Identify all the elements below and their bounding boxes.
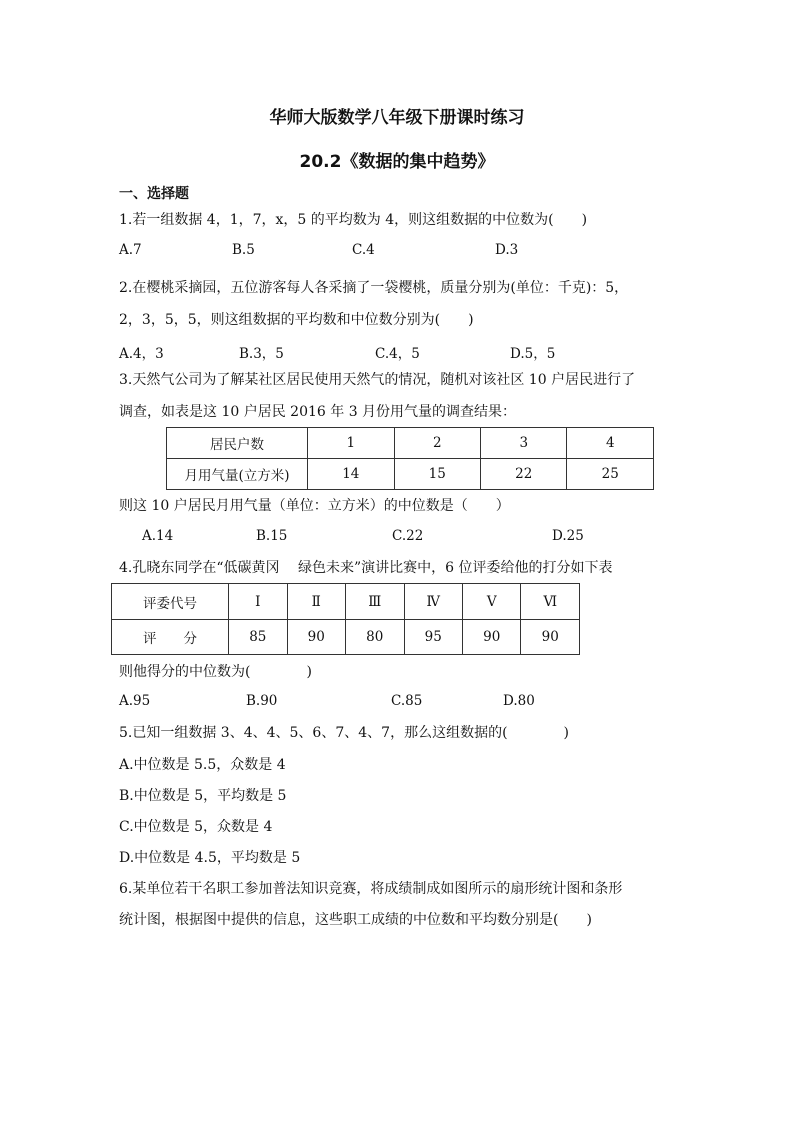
table-cell: 90 bbox=[462, 620, 520, 655]
table-row bbox=[167, 428, 654, 459]
q4-option-b: B.90 bbox=[246, 693, 278, 709]
q5-option-d: D.中位数是 4.5，平均数是 5 bbox=[119, 850, 301, 866]
table-cell: Ⅰ bbox=[229, 584, 287, 620]
q4-option-a: A.95 bbox=[119, 693, 151, 709]
q3-option-b: B.15 bbox=[256, 528, 288, 544]
table-cell: 90 bbox=[287, 620, 345, 655]
gas-usage-table bbox=[166, 427, 654, 490]
q5-option-a: A.中位数是 5.5，众数是 4 bbox=[119, 757, 286, 773]
table-cell: 2 bbox=[394, 428, 480, 459]
q3-option-d: D.25 bbox=[552, 528, 584, 544]
table-cell: 90 bbox=[521, 620, 580, 655]
table-row bbox=[112, 584, 580, 620]
table-cell: 25 bbox=[567, 459, 654, 490]
table-cell: Ⅵ bbox=[521, 584, 580, 620]
question-2-stem-line1: 2.在樱桃采摘园，五位游客每人各采摘了一袋樱桃，质量分别为(单位：千克)：5， bbox=[119, 280, 629, 296]
q4-option-d: D.80 bbox=[503, 693, 535, 709]
table-cell: Ⅳ bbox=[404, 584, 462, 620]
q1-option-b: B.5 bbox=[232, 242, 255, 258]
q4-option-c: C.85 bbox=[391, 693, 423, 709]
q2-option-a: A.4，3 bbox=[119, 346, 164, 362]
section-heading: 一、选择题 bbox=[119, 186, 189, 202]
q3-option-c: C.22 bbox=[392, 528, 424, 544]
table-cell: 95 bbox=[404, 620, 462, 655]
question-3-stem-line2: 调查，如表是这 10 户居民 2016 年 3 月份用气量的调查结果： bbox=[119, 404, 517, 420]
table-cell: Ⅲ bbox=[346, 584, 404, 620]
question-6-stem-line1: 6.某单位若干名职工参加普法知识竞赛，将成绩制成如图所示的扇形统计图和条形 bbox=[119, 881, 623, 897]
table-cell: 居民户数 bbox=[167, 428, 308, 459]
q5-option-c: C.中位数是 5，众数是 4 bbox=[119, 819, 273, 835]
table-cell: 评 分 bbox=[112, 620, 229, 655]
table-row bbox=[167, 459, 654, 490]
table-cell: Ⅴ bbox=[462, 584, 520, 620]
question-3-followup: 则这 10 户居民月用气量（单位：立方米）的中位数是（ ） bbox=[119, 498, 510, 514]
question-5-stem: 5.已知一组数据 3、4、4、5、6、7、4、7，那么这组数据的( ) bbox=[119, 725, 569, 741]
table-cell: 评委代号 bbox=[112, 584, 229, 620]
table-cell: 月用气量(立方米) bbox=[167, 459, 308, 490]
table-cell: 14 bbox=[308, 459, 394, 490]
table-cell: 3 bbox=[481, 428, 567, 459]
q1-option-d: D.3 bbox=[495, 242, 519, 258]
q1-option-c: C.4 bbox=[352, 242, 375, 258]
question-2-stem-line2: 2，3，5，5，则这组数据的平均数和中位数分别为( ) bbox=[119, 312, 474, 328]
document-title: 华师大版数学八年级下册课时练习 bbox=[269, 108, 525, 128]
q1-option-a: A.7 bbox=[119, 242, 142, 258]
question-4-stem: 4.孔晓东同学在“低碳黄冈 绿色未来”演讲比赛中，6 位评委给他的打分如下表 bbox=[119, 560, 613, 576]
table-cell: Ⅱ bbox=[287, 584, 345, 620]
document-subtitle: 20.2《数据的集中趋势》 bbox=[299, 152, 495, 172]
question-6-stem-line2: 统计图，根据图中提供的信息，这些职工成绩的中位数和平均数分别是( ) bbox=[119, 912, 592, 928]
table-cell: 1 bbox=[308, 428, 394, 459]
question-4-followup: 则他得分的中位数为( ) bbox=[119, 664, 312, 680]
table-cell: 15 bbox=[394, 459, 480, 490]
q3-option-a: A.14 bbox=[142, 528, 174, 544]
table-cell: 4 bbox=[567, 428, 654, 459]
judge-scores-table bbox=[111, 583, 580, 655]
table-cell: 85 bbox=[229, 620, 287, 655]
q5-option-b: B.中位数是 5，平均数是 5 bbox=[119, 788, 287, 804]
q2-option-c: C.4，5 bbox=[375, 346, 420, 362]
table-cell: 22 bbox=[481, 459, 567, 490]
table-cell: 80 bbox=[346, 620, 404, 655]
q2-option-d: D.5，5 bbox=[510, 346, 556, 362]
q2-option-b: B.3，5 bbox=[239, 346, 284, 362]
question-1-stem: 1.若一组数据 4，1，7，x，5 的平均数为 4，则这组数据的中位数为( ) bbox=[119, 212, 588, 228]
table-row bbox=[112, 620, 580, 655]
question-3-stem-line1: 3.天然气公司为了解某社区居民使用天然气的情况，随机对该社区 10 户居民进行了 bbox=[119, 372, 636, 388]
